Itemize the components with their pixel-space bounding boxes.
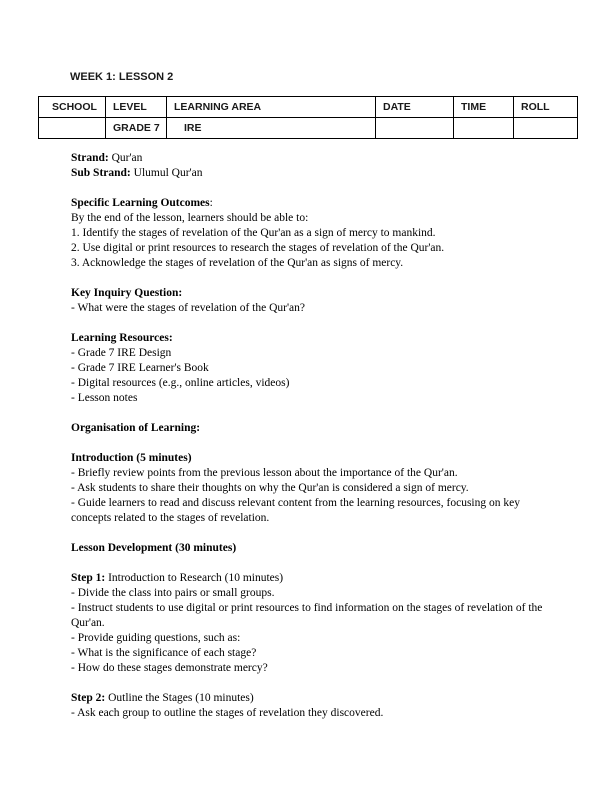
- text-line: [71, 226, 547, 241]
- text-line: [71, 691, 547, 706]
- text-run: - Guide learners to read and discuss relevant content from the learning resources, focusing on key concepts related to the stages of revelation.: [71, 497, 520, 524]
- section-organisation-of-learning: [71, 421, 547, 436]
- text-run: Outline the Stages (10 minutes): [105, 692, 254, 704]
- text-run: 2. Use digital or print resources to research the stages of revelation of the Qur'an.: [71, 242, 445, 254]
- text-run: Qur'an: [108, 152, 143, 164]
- text-line: [71, 241, 547, 256]
- text-run: Introduction to Research (10 minutes): [105, 572, 284, 584]
- text-line: [71, 301, 547, 316]
- table-header-level: LEVEL: [106, 97, 167, 118]
- text-line: [71, 631, 547, 646]
- document-title: WEEK 1: LESSON 2: [70, 71, 174, 83]
- text-run: Ulumul Qur'an: [130, 167, 203, 179]
- text-run: - Instruct students to use digital or print resources to find information on the stages of revelation of the Qur'an.: [71, 602, 543, 629]
- text-line: [71, 391, 547, 406]
- text-run: :: [209, 197, 213, 209]
- text-line: [71, 601, 547, 631]
- lesson-info-table: [38, 96, 578, 139]
- table-header-school: SCHOOL: [39, 97, 106, 118]
- bold-label: Lesson Development (30 minutes): [71, 542, 237, 554]
- text-run: - Ask students to share their thoughts on why the Qur'an is considered a sign of mercy.: [71, 482, 469, 494]
- text-line: [71, 571, 547, 586]
- text-line: [71, 451, 547, 466]
- text-line: [71, 646, 547, 661]
- text-run: - What were the stages of revelation of the Qur'an?: [71, 302, 305, 314]
- text-line: [71, 421, 547, 436]
- section-strand: [71, 151, 547, 181]
- bold-label: Introduction (5 minutes): [71, 452, 192, 464]
- text-line: [71, 196, 547, 211]
- table-header-date: DATE: [376, 97, 454, 118]
- bold-label: Strand:: [71, 152, 109, 164]
- table-cell-school-value: [39, 118, 106, 139]
- text-line: [71, 376, 547, 391]
- text-run: - Grade 7 IRE Design: [71, 347, 172, 359]
- text-line: [71, 286, 547, 301]
- text-line: [71, 256, 547, 271]
- text-line: [71, 586, 547, 601]
- text-run: - Divide the class into pairs or small groups.: [71, 587, 275, 599]
- text-run: - How do these stages demonstrate mercy?: [71, 662, 268, 674]
- text-run: 3. Acknowledge the stages of revelation of the Qur'an as signs of mercy.: [71, 257, 404, 269]
- section-step-1: [71, 571, 547, 676]
- table-cell-learning-area-value: IRE: [167, 118, 376, 139]
- text-run: By the end of the lesson, learners should be able to:: [71, 212, 309, 224]
- table-cell-roll-value: [514, 118, 578, 139]
- table-header-learning-area: LEARNING AREA: [167, 97, 376, 118]
- text-run: - Ask each group to outline the stages of revelation they discovered.: [71, 707, 384, 719]
- bold-label: Learning Resources:: [71, 332, 173, 344]
- text-run: - Lesson notes: [71, 392, 138, 404]
- text-line: [71, 706, 547, 721]
- text-line: [71, 346, 547, 361]
- table-cell-level-value: GRADE 7: [106, 118, 167, 139]
- text-line: [71, 361, 547, 376]
- table-header-roll: ROLL: [514, 97, 578, 118]
- section-specific-learning-outcomes: [71, 196, 547, 271]
- text-run: - Provide guiding questions, such as:: [71, 632, 241, 644]
- text-run: - Briefly review points from the previous lesson about the importance of the Qur'an.: [71, 467, 458, 479]
- bold-label: Sub Strand:: [71, 167, 131, 179]
- section-step-2: [71, 691, 547, 721]
- lesson-body: [71, 151, 547, 721]
- table-value-row: [39, 118, 578, 139]
- text-line: [71, 211, 547, 226]
- bold-label: Step 2:: [71, 692, 106, 704]
- text-line: [71, 481, 547, 496]
- bold-label: Specific Learning Outcomes: [71, 197, 210, 209]
- section-lesson-development: [71, 541, 547, 556]
- table-cell-date-value: [376, 118, 454, 139]
- table-cell-time-value: [454, 118, 514, 139]
- text-run: 1. Identify the stages of revelation of the Qur'an as a sign of mercy to mankind.: [71, 227, 436, 239]
- table-header-time: TIME: [454, 97, 514, 118]
- text-run: - What is the significance of each stage?: [71, 647, 257, 659]
- text-run: - Grade 7 IRE Learner's Book: [71, 362, 209, 374]
- text-line: [71, 151, 547, 166]
- section-learning-resources: [71, 331, 547, 406]
- text-line: [71, 331, 547, 346]
- section-introduction: [71, 451, 547, 526]
- text-line: [71, 541, 547, 556]
- table-header-row: [39, 97, 578, 118]
- bold-label: Key Inquiry Question:: [71, 287, 183, 299]
- section-key-inquiry-question: [71, 286, 547, 316]
- text-line: [71, 661, 547, 676]
- bold-label: Step 1:: [71, 572, 106, 584]
- text-run: - Digital resources (e.g., online articles, videos): [71, 377, 290, 389]
- text-line: [71, 496, 547, 526]
- text-line: [71, 466, 547, 481]
- text-line: [71, 166, 547, 181]
- bold-label: Organisation of Learning:: [71, 422, 201, 434]
